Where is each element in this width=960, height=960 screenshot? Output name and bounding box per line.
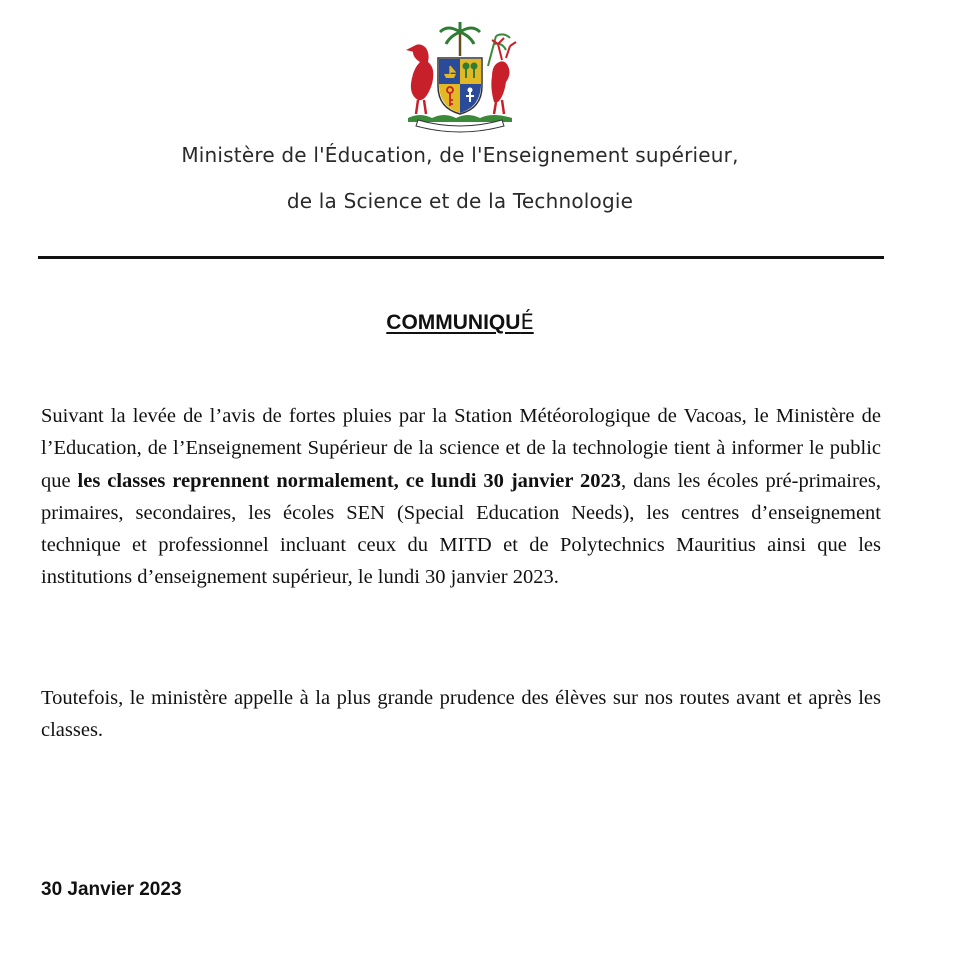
announcement-highlight: les classes reprennent normalement, ce lundi 30 janvier 2023: [77, 469, 622, 492]
ministry-name-line1: Ministère de l'Éducation, de l'Enseignement supérieur,: [181, 143, 739, 167]
coat-of-arms-icon: [400, 22, 520, 134]
paragraph-announcement: [41, 400, 881, 594]
title-main: COMMUNIQU: [386, 311, 521, 334]
ministry-name-line2: de la Science et de la Technologie: [286, 189, 634, 213]
announcement-text-start: Suivant la levée de l’avis de fortes pluies par la Station Météorologique de Vacoas, le Ministère de l’Education, de l’Enseignement Supérieur de la science et de la technologie tient à informer le public que: [41, 405, 881, 492]
page-title: [0, 310, 920, 335]
header-divider: [38, 256, 884, 259]
announcement-text-end: , dans les écoles pré-primaires, primaires, secondaires, les écoles SEN (Special Education Needs), les centres d’enseignement technique et professionnel incluant ceux du MITD et de Polytechnics Mauritius ainsi que les institutions d’enseignement supérieur, le lundi 30 janvier 2023.: [41, 469, 881, 589]
title-accent: É: [520, 310, 534, 334]
paragraph-caution: Toutefois, le ministère appelle à la plus grande prudence des élèves sur nos routes avant et après les classes.: [41, 687, 881, 742]
document-date: 30 Janvier 2023: [41, 879, 182, 900]
